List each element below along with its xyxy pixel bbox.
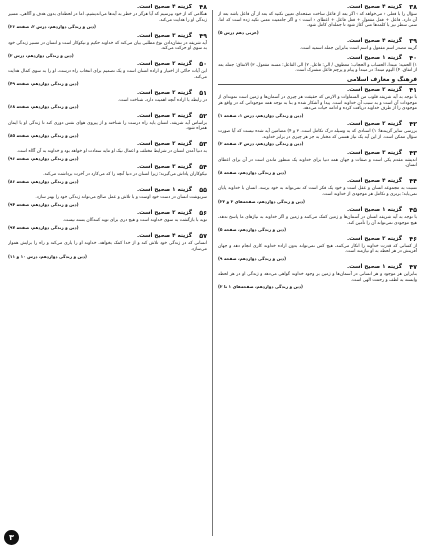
correct-option: گزینه ۲ صحیح است. bbox=[136, 61, 192, 68]
answer-item bbox=[218, 178, 417, 204]
explanation-text: با توجه به آیه شریفه قلوب من السماوات و الارض که حقیقت هر چیزی در آسمان‌ها و زمین است نمونه‌ای از موجودات آن است و به سبب آن خداوند است. پیدا و آشکار شده و بنا به توجه همه موجوداتی که در واقع هر موجودی را از طرف خداوند دریافت کرده و ادامه حیات می‌دهد. bbox=[218, 94, 417, 112]
correct-option: گزینه ۴ صحیح است. bbox=[136, 4, 192, 10]
answer-heading bbox=[8, 61, 207, 68]
answer-heading bbox=[8, 113, 207, 120]
answer-item bbox=[218, 87, 417, 118]
correct-option: گزینه ۱ صحیح است. bbox=[346, 206, 402, 213]
answer-heading bbox=[8, 164, 207, 171]
source-reference: (دین و زندگی دوازدهم، صفحه ۴۹) bbox=[8, 81, 79, 87]
question-number: ۵۳ bbox=[199, 140, 207, 149]
answer-heading bbox=[218, 121, 417, 128]
question-number: ۴۳ bbox=[409, 148, 417, 157]
correct-option: گزینه ۲ صحیح است. bbox=[346, 121, 402, 128]
correct-option: گزینه ۱ صحیح است. bbox=[346, 54, 402, 61]
question-number: ۵۰ bbox=[199, 60, 207, 69]
answer-item bbox=[218, 4, 417, 35]
source-reference: (دین و زندگی دوازدهم، صفحه ۶۸) bbox=[8, 104, 79, 110]
correct-option: گزینه ۴ صحیح است. bbox=[136, 233, 192, 240]
explanation-text: انسانی که در زندگی خود تلاش کند و از خدا کمک بخواهد، خداوند او را یاری می‌کند و راه را برایش هموار می‌سازد. bbox=[8, 241, 207, 252]
explanation-text: در رابطه با اراده آنچه اهمیت دارد، شناخت است. bbox=[117, 97, 207, 103]
source-reference: (دین و زندگی دوازدهم، صفحه ۸۶) bbox=[8, 178, 79, 184]
answer-heading bbox=[8, 33, 207, 40]
answer-item bbox=[218, 207, 417, 233]
source-reference: (دین و زندگی دوازدهم، صفحه ۸) bbox=[218, 169, 286, 175]
question-number: ۴۹ bbox=[199, 31, 207, 40]
answer-item bbox=[8, 4, 207, 30]
source-reference: (دین و زندگی دوازدهم، صفحه ۹۷) bbox=[8, 224, 79, 230]
answer-item bbox=[8, 90, 207, 110]
answer-heading bbox=[218, 178, 417, 185]
answer-item bbox=[8, 113, 207, 139]
answer-heading bbox=[218, 236, 417, 243]
answer-item bbox=[218, 264, 417, 290]
explanation-text: اندیشه مقدم یکی است و صفات و جهان همه دنیا برای خداوند یک منظور ماندن است در آن برای اعطای انسان. bbox=[218, 157, 417, 169]
answer-heading bbox=[218, 207, 417, 214]
source-reference: (دین و زندگی دوازدهم، درس ۱، صفحه ۱) bbox=[218, 112, 304, 118]
correct-option: گزینه ۳ صحیح است. bbox=[136, 112, 192, 119]
question-number: ۴۱ bbox=[409, 85, 417, 94]
source-reference: (دین و زندگی دوازدهم، صفحه ۹) bbox=[218, 255, 286, 261]
question-number: ۴۶ bbox=[409, 234, 417, 243]
answer-heading bbox=[8, 210, 207, 217]
explanation-text: نسبت به مجموعه انسان و عقل است و خود یک فکر است که نمی‌تواند به خود برسد. انسان با خداوند پایان نمی‌یابد؛ برتری و تکامل هر موجودی از خداوند است. bbox=[218, 186, 417, 197]
explanation-text: بنابراین هر موجود و هر انسانی در آسمان‌ها و زمین بر وجود خداوند گواهی می‌دهد و زندگی او در هر لحظه وابسته به لطف و رحمت الهی است. bbox=[218, 272, 417, 283]
question-number: ۳۸ bbox=[409, 4, 417, 11]
question-number: ۴۵ bbox=[409, 205, 417, 214]
question-number: ۵۲ bbox=[199, 111, 207, 120]
section-heading: فرهنگ و معارف اسلامی bbox=[218, 77, 417, 85]
answer-heading bbox=[218, 4, 417, 11]
correct-option: گزینه ۳ صحیح است. bbox=[136, 164, 192, 171]
answer-item bbox=[8, 187, 207, 207]
source-reference: (دین و زندگی دوازدهم، صفحه ۹۴) bbox=[8, 201, 79, 207]
answer-item bbox=[8, 61, 207, 87]
source-reference: (دین و زندگی دوازدهم، صفحه ۹۶) bbox=[8, 155, 79, 161]
source-reference: (دین و زندگی دوازدهم، صفحه‌های ۳ و ۲۲) bbox=[218, 198, 305, 204]
explanation-text: گزینه مصدر اسم مفعول و اسم است بنابراین جمله اسمیه است. bbox=[299, 46, 417, 52]
source-reference: (دین و زندگی دوازدهم، درس ۲) bbox=[8, 52, 74, 58]
answer-heading bbox=[218, 150, 417, 157]
answer-item bbox=[8, 164, 207, 184]
question-number: ۵۴ bbox=[199, 163, 207, 172]
answer-item bbox=[218, 38, 417, 52]
question-number: ۵۱ bbox=[199, 88, 207, 97]
source-reference: (دین و زندگی دوازدهم، درس ۱۰ و ۱۱) bbox=[8, 253, 87, 259]
explanation-text: سؤال را با فعلی ‹ می‌خواهد که › اگر بعد از فاعل ساخت صفحه‌ای تعیین نکنید که بعد از آن فاعل باشد بعد از آن دارد. فاعل + فعل مفعول + فعل فاعل + اعطای ‹ است › و اگر جامعیت معنی تکیه زده است که اما. سنی سطر نیز با کلمه‌ها منی آغاز شود تا جمله‌ای کامل شود. bbox=[218, 12, 417, 29]
answer-item bbox=[218, 55, 417, 74]
question-number: ۵۶ bbox=[199, 209, 207, 218]
source-reference: (دین و زندگی دوازدهم، صفحه‌های ۱ تا ۲) bbox=[218, 284, 303, 290]
explanation-text: این آیات حاکی از اختیار و اراده انسان است و یک تصمیم برای انتخاب راه درست، او را به سوی کمال هدایت می‌کند. bbox=[8, 69, 207, 80]
explanation-text: با توجه به آیه شریفه انسان در آسمان‌ها و زمین کمک می‌کنند و زمین و اگر خداوند به نیازهای ما پاسخ ندهد، هیچ موجودی نمی‌تواند آن را تأمین کند. bbox=[218, 214, 417, 226]
column-divider bbox=[212, 10, 213, 536]
answer-item bbox=[8, 210, 207, 230]
correct-option: گزینه ۴ صحیح است. bbox=[346, 4, 402, 10]
question-number: ۴۴ bbox=[409, 177, 417, 186]
explanation-text: توبه با بازگشت به سوی خداوند است و هیچ دری برای توبه کنندگان بسته نیست. bbox=[62, 218, 207, 224]
answer-heading bbox=[8, 187, 207, 194]
correct-option: گزینه ۲ صحیح است. bbox=[136, 141, 192, 148]
right-column bbox=[218, 4, 417, 542]
correct-option: گزینه ۴ صحیح است. bbox=[346, 38, 402, 45]
answer-item bbox=[218, 236, 417, 262]
source-reference: (دین و زندگی دوازدهم، صفحه ۵) bbox=[218, 227, 286, 233]
answer-heading bbox=[218, 264, 417, 271]
answer-heading bbox=[218, 55, 417, 62]
correct-option: گزینه ۱ صحیح است. bbox=[136, 187, 192, 194]
answer-heading bbox=[8, 141, 207, 148]
explanation-text: نیکوکاران پاداش می‌گیرند؛ زیرا انسان در دنیا آنچه را که می‌کارد در آخرت برداشت می‌کند. bbox=[43, 172, 207, 178]
answer-heading bbox=[218, 87, 417, 94]
answer-heading bbox=[8, 90, 207, 97]
explanation-text: به دنیا آمدن انسان در شرایط مختلف و اعمال نیک او مایه سعادت او خواهد بود و خداوند به آن آگاه است. bbox=[16, 149, 207, 155]
question-number: ۴۷ bbox=[409, 263, 417, 272]
explanation-text: سرنوشت انسان در دست خود اوست و با تلاش و عمل صالح می‌تواند زندگی خود را بهتر سازد. bbox=[35, 195, 207, 201]
correct-option: گزینه ۲ صحیح است. bbox=[346, 86, 402, 93]
correct-option: گزینه ۳ صحیح است. bbox=[346, 149, 402, 156]
answer-item bbox=[218, 121, 417, 147]
answer-item bbox=[8, 233, 207, 259]
answer-heading bbox=[8, 4, 207, 11]
question-number: ۴۲ bbox=[409, 120, 417, 129]
explanation-text: از کسانی که قدرت خداوند را انکار می‌کنند، هیچ کس نمی‌تواند بدون اراده خداوند کاری انجام دهد و جهان آفرینش در هر لحظه به او نیازمند است. bbox=[218, 243, 417, 255]
correct-option: گزینه ۲ صحیح است. bbox=[136, 210, 192, 217]
explanation-text: بررسی سایر گزینه‌ها: ۱) اسنادی که به وسیله درک تکامل است. ۳ و ۴) مضامین آیه شده نیست که آیا صورت سؤال ممکن است. از این آیه یک نیاز هستی که مختار به جز هر چیزی در برابر خداوند. bbox=[218, 129, 417, 140]
question-number: ۳۹ bbox=[409, 37, 417, 46]
correct-option: گزینه ۲ صحیح است. bbox=[136, 89, 192, 96]
question-number: ۵۵ bbox=[199, 186, 207, 195]
answer-key-page bbox=[8, 4, 417, 542]
answer-item bbox=[8, 33, 207, 59]
source-reference: (عربی دهم درس ۵) bbox=[218, 29, 259, 35]
explanation-text: هنگامی که از خود بپرسیم که آیا هرگز در خطر به آیه‌ها می‌اندیشیم، اما در لحظه‌ای بدون هدف و آگاهی، مسیر زندگی او را هدایت می‌کند. bbox=[8, 12, 207, 23]
correct-option: گزینه ۱ صحیح است. bbox=[346, 264, 402, 271]
question-number: ۵۷ bbox=[199, 232, 207, 241]
explanation-text: آیه شریفه در نشان‌دادن نوع مطلبی بیان می‌کند که خداوند حکیم و نیکوکار است و انسان در مسیر زندگی خود به سوی او حرکت می‌کند. bbox=[8, 40, 207, 52]
explanation-text: براساس آیه شریفه، انسان باید راه درست را شناخته و از پیروی هوای نفس دوری کند تا زندگی او با ایمان همراه شود. bbox=[8, 120, 207, 132]
correct-option: گزینه ۲ صحیح است. bbox=[346, 235, 402, 242]
answer-item bbox=[218, 150, 417, 176]
left-column bbox=[8, 4, 207, 542]
correct-option: گزینه ۳ صحیح است. bbox=[136, 32, 192, 39]
source-reference: (دین و زندگی دوازدهم، درس ۲، صفحه ۲۶) bbox=[8, 24, 96, 30]
page-number: ۳ bbox=[4, 530, 19, 545]
source-reference: (دین و زندگی دوازدهم، درس ۲، صفحه ۲) bbox=[218, 141, 304, 147]
correct-option: گزینه ۴ صحیح است. bbox=[346, 178, 402, 185]
answer-item bbox=[8, 141, 207, 161]
question-number: ۴۸ bbox=[199, 4, 207, 11]
explanation-text: ۱) الحمید: مبتدا، الحساب و الحجاب: معطوف / الی: فاعل. ۲) الی الفاعل: مسند مفعول. ۳) الاتفاق: جمله بعد از اتفاق. ۴) الیوم مبتدا: در مبتدا و پیام و پرچم فاعل مشترک است. bbox=[218, 62, 417, 74]
answer-heading bbox=[8, 233, 207, 240]
answer-heading bbox=[218, 38, 417, 45]
source-reference: (دین و زندگی دوازدهم، صفحه ۸۵) bbox=[8, 132, 79, 138]
question-number: ۴۰ bbox=[409, 53, 417, 62]
